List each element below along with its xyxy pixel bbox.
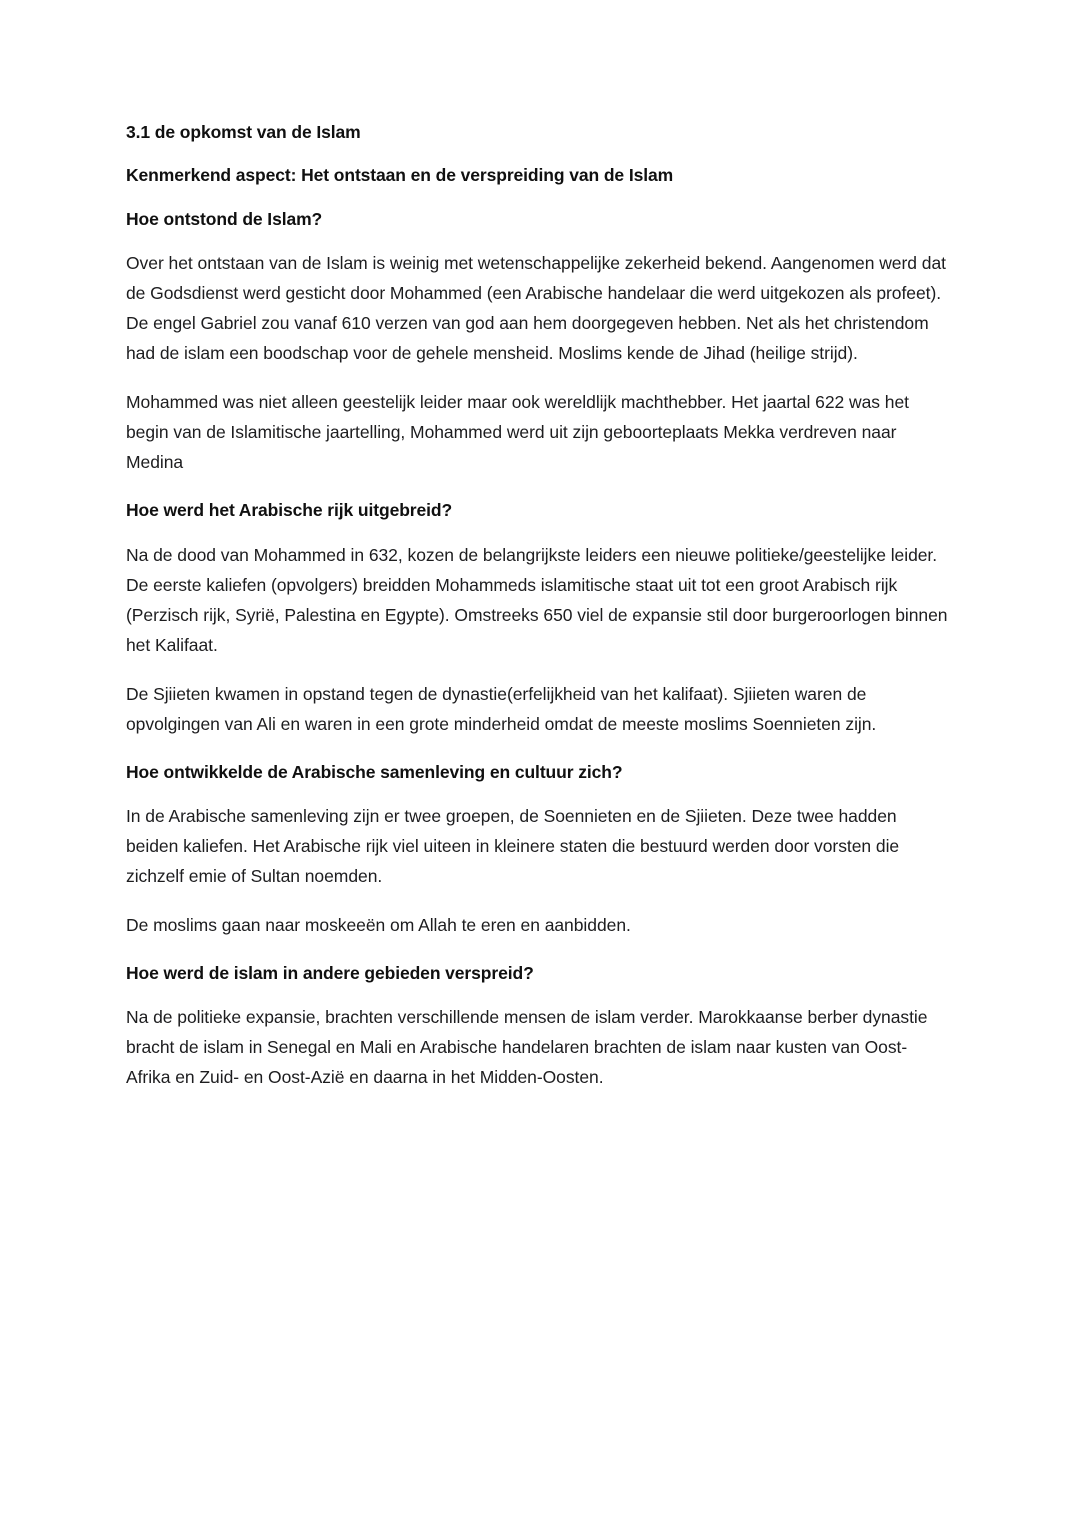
paragraph-kaliefen-expansie: Na de dood van Mohammed in 632, kozen de belangrijkste leiders een nieuwe politieke/geestelijke leider. De eerste kaliefen (opvolgers) breidden Mohammeds islamitische staat uit tot een groot Arabisch rijk (Perzisch rijk, Syrië, Palestina en Egypte). Omstreeks 650 viel de expansie stil door burgeroorlogen binnen het Kalifaat. bbox=[126, 544, 948, 655]
paragraph-verspreiding: Na de politieke expansie, brachten verschillende mensen de islam verder. Marokkaanse berber dynastie bracht de islam in Senegal en Mali en Arabische handelaren brachten de islam naar kusten van Oost-Afrika en Zuid- en Oost-Azië en daarna in het Midden-Oosten. bbox=[126, 1007, 928, 1088]
kenmerkend-aspect-heading: Kenmerkend aspect: Het ontstaan en de verspreiding van de Islam bbox=[126, 165, 674, 186]
paragraph-mohammed-leider: Mohammed was niet alleen geestelijk leider maar ook wereldlijk machthebber. Het jaartal 622 was het begin van de Islamitische jaartelling, Mohammed werd uit zijn geboorteplaats Mekka verdreven naar Medina bbox=[126, 392, 909, 473]
paragraph-ontstaan-islam: Over het ontstaan van de Islam is weinig met wetenschappelijke zekerheid bekend. Aangenomen werd dat de Godsdienst werd gesticht door Mohammed (een Arabische handelaar die werd uitgekozen als profeet). De engel Gabriel zou vanaf 610 verzen van god aan hem doorgegeven hebben. Net als het christendom had de islam een boodschap voor de gehele mensheid. Moslims kende de Jihad (heilige strijd). bbox=[126, 253, 946, 364]
question-heading-1: Hoe ontstond de Islam? bbox=[126, 208, 323, 229]
paragraph-moskeeen: De moslims gaan naar moskeeën om Allah te eren en aanbidden. bbox=[126, 914, 631, 935]
question-heading-2: Hoe werd het Arabische rijk uitgebreid? bbox=[126, 500, 453, 521]
document-body bbox=[126, 120, 948, 1092]
question-heading-3: Hoe ontwikkelde de Arabische samenleving en cultuur zich? bbox=[126, 761, 623, 782]
question-heading-4: Hoe werd de islam in andere gebieden verspreid? bbox=[126, 962, 534, 983]
section-title: 3.1 de opkomst van de Islam bbox=[126, 122, 361, 142]
paragraph-samenleving-groepen: In de Arabische samenleving zijn er twee groepen, de Soennieten en de Sjiieten. Deze twee hadden beiden kaliefen. Het Arabische rijk viel uiteen in kleinere staten die bestuurd werden door vorsten die zichzelf emie of Sultan noemden. bbox=[126, 805, 900, 886]
paragraph-sjiieten-opstand: De Sjiieten kwamen in opstand tegen de dynastie(erfelijkheid van het kalifaat). Sjiieten waren de opvolgingen van Ali en waren in een grote minderheid omdat de meeste moslims Soennieten zijn. bbox=[126, 683, 877, 734]
